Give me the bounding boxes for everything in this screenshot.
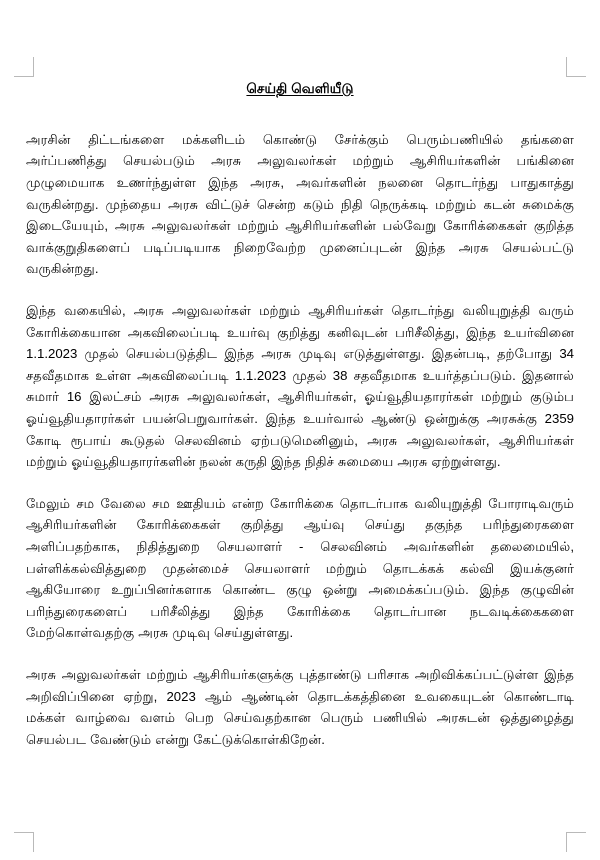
- paragraph-4: அரசு அலுவலர்கள் மற்றும் ஆசிரியர்களுக்கு புத்தாண்டு பரிசாக அறிவிக்கப்பட்டுள்ள இந்த அறிவிப்பினை ஏற்று, 2023 ஆம் ஆண்டின் தொடக்கத்தினை உவகையுடன் கொண்டாடி மக்கள் வாழ்வை வளம் பெற செய்வதற்கான பெரும் பணியில் அரசுடன் ஒத்துழைத்து செயல்பட வேண்டும் என்று கேட்டுக்கொள்கிறேன்.: [26, 666, 574, 747]
- crop-mark-top-left-icon: [14, 57, 34, 77]
- crop-mark-bottom-left-icon: [14, 832, 34, 852]
- paragraph-3: மேலும் சம வேலை சம ஊதியம் என்ற கோரிக்கை தொடர்பாக வலியுறுத்தி போராடிவரும் ஆசிரியர்களின் கோரிக்கைகள் குறித்து ஆய்வு செய்து தகுந்த பரிந்துரைகளை அளிப்பதற்காக, நிதித்துறை செயலாளர் - செலவினம் அவர்களின் தலைமையில், பள்ளிக்கல்வித்துறை முதன்மைச் செயலாளர் மற்றும் தொடக்கக் கல்வி இயக்குனர் ஆகியோரை உறுப்பினர்களாக கொண்ட குழு ஒன்று அமைக்கப்படும். இந்த குழுவின் பரிந்துரைகளைப் பரிசீலித்து இந்த கோரிக்கை தொடர்பான நடவடிக்கைகளை மேற்கொள்வதற்கு அரசு முடிவு செய்துள்ளது.: [26, 495, 574, 641]
- crop-mark-bottom-right-icon: [566, 832, 586, 852]
- document-body: [26, 80, 574, 750]
- crop-mark-top-right-icon: [566, 57, 586, 77]
- paragraph-1: அரசின் திட்டங்களை மக்களிடம் கொண்டு சேர்க்கும் பெரும்பணியில் தங்களை அர்ப்பணித்து செயல்படும் அரசு அலுவலர்கள் மற்றும் ஆசிரியர்களின் பங்கினை முழுமையாக உணர்ந்துள்ள இந்த அரசு, அவர்களின் நலனை தொடர்ந்து பாதுகாத்து வருகின்றது. முந்தைய அரசு விட்டுச் சென்ற கடும் நிதி நெருக்கடி மற்றும் கடன் சுமைக்கு இடையேயும், அரசு அலுவலர்கள் மற்றும் ஆசிரியர்களின் பல்வேறு கோரிக்கைகள் குறித்த வாக்குறுதிகளைப் படிப்படியாக நிறைவேற்ற முனைப்புடன் இந்த அரசு செயல்பட்டு வருகின்றது.: [26, 131, 574, 277]
- page-title: செய்தி வெளியீடு: [246, 81, 354, 96]
- paragraph-2: இந்த வகையில், அரசு அலுவலர்கள் மற்றும் ஆசிரியர்கள் தொடர்ந்து வலியுறுத்தி வரும் கோரிக்கையான அகவிலைப்படி உயர்வு குறித்து கனிவுடன் பரிசீலித்து, இந்த உயர்வினை 1.1.2023 முதல் செயல்படுத்திட இந்த அரசு முடிவு எடுத்துள்ளது. இதன்படி, தற்போது 34 சதவீதமாக உள்ள அகவிலைப்படி 1.1.2023 முதல் 38 சதவீதமாக உயர்த்தப்படும். இதனால் சுமார் 16 இலட்சம் அரசு அலுவலர்கள், ஆசிரியர்கள், ஓய்வூதியதாரர்கள் மற்றும் குடும்ப ஓய்வூதியதாரர்கள் பயன்பெறுவார்கள். இந்த உயர்வால் ஆண்டு ஒன்றுக்கு அரசுக்கு 2359 கோடி ரூபாய் கூடுதல் செலவினம் ஏற்படுமெனினும், அரசு அலுவலர்கள், ஆசிரியர்கள் மற்றும் ஓய்வூதியதாரர்களின் நலன் கருதி இந்த நிதிச் சுமையை அரசு ஏற்றுள்ளது.: [26, 303, 574, 470]
